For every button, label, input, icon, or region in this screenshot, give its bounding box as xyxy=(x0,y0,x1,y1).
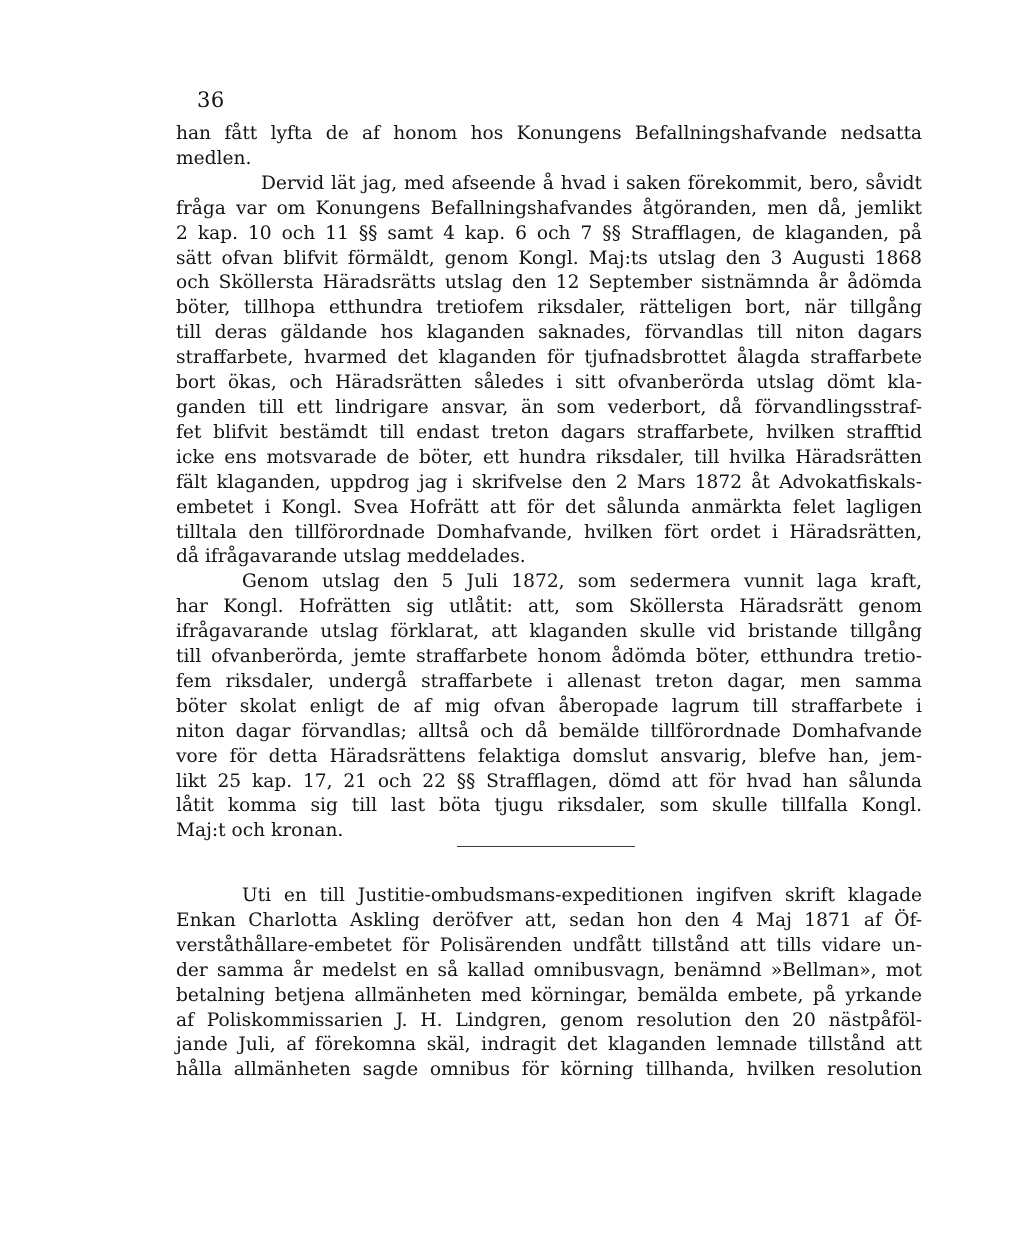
section-b-text xyxy=(176,884,922,1083)
page-number: 36 xyxy=(197,88,225,112)
text-line: han fått lyfta de af honom hos Konungens Befallningshafvande nedsatta xyxy=(176,123,922,144)
text-line: niton dagar förvandlas; alltså och då bemälde tillförordnade Domhafvande xyxy=(176,720,922,742)
text-line: verståthållare-embetet för Polisärenden undfått tillstånd att tills vidare un- xyxy=(176,934,922,956)
text-line: fet blifvit bestämdt till endast treton dagars straffarbete, hvilken strafftid xyxy=(176,421,922,443)
text-line: Enkan Charlotta Askling deröfver att, sedan hon den 4 Maj 1871 af Öf- xyxy=(176,909,922,931)
text-line: Genom utslag den 5 Juli 1872, som sedermera vunnit laga kraft, xyxy=(242,571,922,593)
text-line: af Poliskommissarien J. H. Lindgren, genom resolution den 20 nästpåföl- xyxy=(176,1009,922,1031)
section-divider xyxy=(457,846,635,847)
text-line: hålla allmänheten sagde omnibus för körning tillhanda, hvilken resolution xyxy=(176,1059,922,1081)
text-line: 2 kap. 10 och 11 §§ samt 4 kap. 6 och 7 §§ Strafflagen, de klaganden, på xyxy=(176,222,922,244)
text-line: ifrågavarande utslag förklarat, att klaganden skulle vid bristande tillgång xyxy=(176,621,922,643)
text-line: låtit komma sig till last böta tjugu riksdaler, som skulle tillfalla Kongl. xyxy=(176,795,922,817)
text-line: till ofvanberörda, jemte straffarbete honom ådömda böter, etthundra tretio- xyxy=(176,646,922,668)
text-line: likt 25 kap. 17, 21 och 22 §§ Strafflagen, dömd att för hvad han sålunda xyxy=(176,770,922,792)
text-line: bort ökas, och Häradsrätten således i sitt ofvanberörda utslag dömt kla- xyxy=(176,372,922,394)
text-line: icke ens motsvarade de böter, ett hundra riksdaler, till hvilka Häradsrätten xyxy=(176,446,922,468)
text-line: embetet i Kongl. Svea Hofrätt att för det sålunda anmärkta felet lagligen xyxy=(176,496,922,518)
text-line: fråga var om Konungens Befallningshafvandes åtgöranden, men då, jemlikt xyxy=(176,197,922,219)
text-line: der samma år medelst en så kallad omnibusvagn, benämnd »Bellman», mot xyxy=(176,959,922,981)
section-a-text xyxy=(176,122,922,844)
text-line: Maj:t och kronan. xyxy=(176,820,344,842)
text-line: tilltala den tillförordnade Domhafvande, hvilken fört ordet i Häradsrätten, xyxy=(176,521,922,543)
text-line: jande Juli, af förekomna skäl, indragit det klaganden lemnade tillstånd att xyxy=(176,1034,922,1056)
text-line: ganden till ett lindrigare ansvar, än som vederbort, då förvandlingsstraf- xyxy=(176,396,922,418)
text-line: sätt ofvan blifvit förmäldt, genom Kongl. Maj:ts utslag den 3 Augusti 1868 xyxy=(176,247,922,269)
text-line: betalning betjena allmänheten med körningar, bemälda embete, på yrkande xyxy=(176,984,922,1006)
text-line: då ifrågavarande utslag meddelades. xyxy=(176,546,526,568)
text-line: medlen. xyxy=(176,147,252,169)
text-line: fält klaganden, uppdrog jag i skrifvelse den 2 Mars 1872 åt Advokatfiskals- xyxy=(176,471,922,493)
text-line: böter, tillhopa etthundra tretiofem riksdaler, rätteligen bort, när tillgång xyxy=(176,297,922,319)
text-line: har Kongl. Hofrätten sig utlåtit: att, som Sköllersta Häradsrätt genom xyxy=(176,596,922,618)
text-line: böter skolat enligt de af mig ofvan åberopade lagrum till straffarbete i xyxy=(176,695,922,717)
text-line: Uti en till Justitie-ombudsmans-expeditionen ingifven skrift klagade xyxy=(242,885,922,906)
text-line: Dervid lät jag, med afseende å hvad i saken förekommit, bero, såvidt xyxy=(261,172,922,194)
text-line: till deras gäldande hos klaganden saknades, förvandlas till niton dagars xyxy=(176,322,922,344)
text-line: fem riksdaler, undergå straffarbete i allenast treton dagar, men samma xyxy=(176,670,922,692)
text-line: och Sköllersta Häradsrätts utslag den 12 September sistnämnda år ådömda xyxy=(176,272,922,294)
text-line: straffarbete, hvarmed det klaganden för tjufnadsbrottet ålagda straffarbete xyxy=(176,347,922,369)
text-line: vore för detta Häradsrättens felaktiga domslut ansvarig, blefve han, jem- xyxy=(176,745,922,767)
